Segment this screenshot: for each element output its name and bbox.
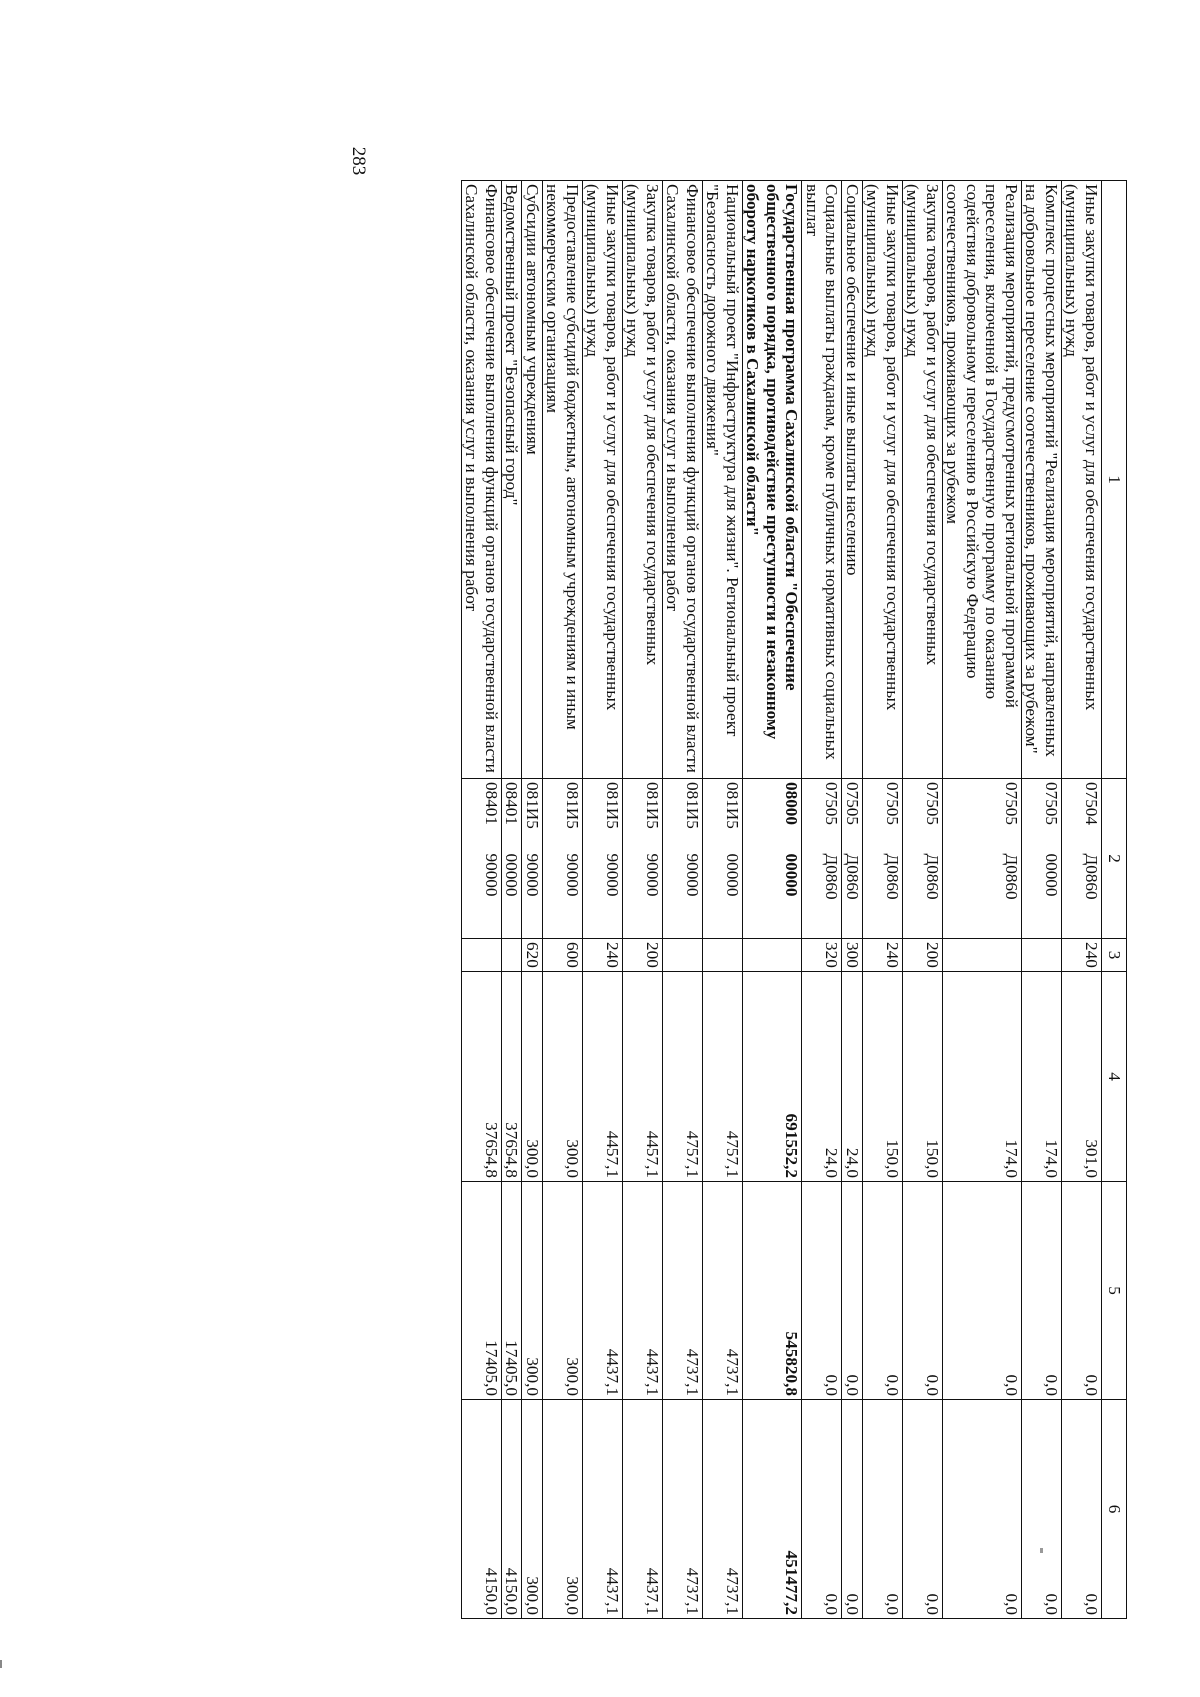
row-code-program: 07505 xyxy=(903,779,943,851)
row-code-direction: Д0860 xyxy=(1062,851,1102,939)
row-value-col5: 0,0 xyxy=(842,1182,863,1400)
row-value-col4: 4757,1 xyxy=(703,972,743,1182)
row-code-program: 07505 xyxy=(802,779,842,851)
row-value-col5: 4437,1 xyxy=(583,1182,623,1400)
row-value-col4: 4757,1 xyxy=(663,972,703,1182)
col-header-4: 4 xyxy=(1102,972,1127,1182)
table-row xyxy=(1062,181,1102,1619)
row-code-program: 081И5 xyxy=(583,779,623,851)
row-name: Государственная программа Сахалинской области "Обеспечение общественного порядка, противодействие преступности и незаконному обороту наркотиков в Сахалинской области" xyxy=(743,181,803,779)
row-value-col5: 0,0 xyxy=(1022,1182,1062,1400)
row-code-direction: Д0860 xyxy=(863,851,903,939)
row-value-col6: 4437,1 xyxy=(623,1400,663,1619)
row-value-col6: 0,0 xyxy=(1022,1400,1062,1619)
row-code-direction: 90000 xyxy=(583,851,623,939)
row-value-col5: 0,0 xyxy=(863,1182,903,1400)
row-name: Иные закупки товаров, работ и услуг для обеспечения государственных (муниципальных) нужд xyxy=(1062,181,1102,779)
col-header-3: 3 xyxy=(1102,939,1127,972)
row-code-program: 07504 xyxy=(1062,779,1102,851)
row-value-col4: 4457,1 xyxy=(583,972,623,1182)
row-value-col5: 300,0 xyxy=(522,1182,543,1400)
row-value-col5: 17405,0 xyxy=(502,1182,523,1400)
row-name: Финансовое обеспечение выполнения функций органов государственной власти Сахалинской области, оказания услуг и выполнения работ xyxy=(462,181,502,779)
row-value-col6: 4150,0 xyxy=(502,1400,523,1619)
row-name: Комплекс процессных мероприятий "Реализация мероприятий, направленных на добровольное переселение соотечественников, проживающих за рубежом" xyxy=(1022,181,1062,779)
col-header-6: 6 xyxy=(1102,1400,1127,1619)
row-name: Социальное обеспечение и иные выплаты населению xyxy=(842,181,863,779)
row-value-col6: 300,0 xyxy=(543,1400,583,1619)
row-expense-type: 320 xyxy=(802,939,842,972)
row-code-direction: 00000 xyxy=(743,851,803,939)
row-code-direction: Д0860 xyxy=(802,851,842,939)
row-name: Социальные выплаты гражданам, кроме публичных нормативных социальных выплат xyxy=(802,181,842,779)
row-value-col4: 174,0 xyxy=(1022,972,1062,1182)
table-row xyxy=(623,181,663,1619)
row-name: Национальный проект "Инфраструктура для жизни". Региональный проект "Безопасность дорожного движения" xyxy=(703,181,743,779)
row-code-direction: 90000 xyxy=(462,851,502,939)
table-row xyxy=(583,181,623,1619)
budget-table xyxy=(461,180,1127,1619)
row-expense-type xyxy=(703,939,743,972)
row-value-col4: 150,0 xyxy=(863,972,903,1182)
row-expense-type xyxy=(663,939,703,972)
row-value-col4: 300,0 xyxy=(522,972,543,1182)
row-value-col5: 17405,0 xyxy=(462,1182,502,1400)
row-expense-type: 240 xyxy=(863,939,903,972)
row-code-program: 081И5 xyxy=(703,779,743,851)
row-expense-type: 240 xyxy=(583,939,623,972)
row-expense-type xyxy=(743,939,803,972)
table-row xyxy=(943,181,1022,1619)
table-row xyxy=(522,181,543,1619)
row-expense-type xyxy=(462,939,502,972)
row-value-col4: 37654,8 xyxy=(502,972,523,1182)
row-value-col6: 0,0 xyxy=(903,1400,943,1619)
row-code-direction: Д0860 xyxy=(943,851,1022,939)
row-expense-type: 200 xyxy=(623,939,663,972)
col-header-2: 2 xyxy=(1102,779,1127,939)
row-code-program: 08401 xyxy=(462,779,502,851)
row-value-col4: 300,0 xyxy=(543,972,583,1182)
row-name: Финансовое обеспечение выполнения функций органов государственной власти Сахалинской области, оказания услуг и выполнения работ xyxy=(663,181,703,779)
row-code-program: 08401 xyxy=(502,779,523,851)
row-code-program: 081И5 xyxy=(623,779,663,851)
table-row xyxy=(502,181,523,1619)
row-value-col6: 0,0 xyxy=(842,1400,863,1619)
table-row xyxy=(543,181,583,1619)
row-value-col5: 0,0 xyxy=(943,1182,1022,1400)
row-name: Закупка товаров, работ и услуг для обеспечения государственных (муниципальных) нужд xyxy=(623,181,663,779)
table-row xyxy=(802,181,842,1619)
row-name: Закупка товаров, работ и услуг для обеспечения государственных (муниципальных) нужд xyxy=(903,181,943,779)
row-value-col4: 301,0 xyxy=(1062,972,1102,1182)
row-name: Иные закупки товаров, работ и услуг для обеспечения государственных (муниципальных) нужд xyxy=(583,181,623,779)
row-code-direction: 90000 xyxy=(543,851,583,939)
row-value-col6: 0,0 xyxy=(863,1400,903,1619)
row-value-col5: 0,0 xyxy=(903,1182,943,1400)
row-code-program: 07505 xyxy=(842,779,863,851)
row-value-col4: 150,0 xyxy=(903,972,943,1182)
row-expense-type: 620 xyxy=(522,939,543,972)
row-value-col6: 0,0 xyxy=(943,1400,1022,1619)
row-value-col6: 4150,0 xyxy=(462,1400,502,1619)
row-code-program: 07505 xyxy=(1022,779,1062,851)
row-code-program: 081И5 xyxy=(522,779,543,851)
row-value-col6: 4737,1 xyxy=(703,1400,743,1619)
scan-edge-mark xyxy=(0,1660,2,1668)
table-row xyxy=(1022,181,1062,1619)
table-row xyxy=(903,181,943,1619)
row-name: Иные закупки товаров, работ и услуг для обеспечения государственных (муниципальных) нужд xyxy=(863,181,903,779)
table-row xyxy=(663,181,703,1619)
row-expense-type xyxy=(943,939,1022,972)
table-row xyxy=(743,181,803,1619)
row-expense-type xyxy=(502,939,523,972)
row-name: Субсидии автономным учреждениям xyxy=(522,181,543,779)
row-value-col5: 545820,8 xyxy=(743,1182,803,1400)
row-code-direction: Д0860 xyxy=(903,851,943,939)
row-value-col6: 4437,1 xyxy=(583,1400,623,1619)
row-value-col5: 4437,1 xyxy=(623,1182,663,1400)
row-code-direction: 90000 xyxy=(522,851,543,939)
row-code-direction: 00000 xyxy=(502,851,523,939)
row-value-col5: 300,0 xyxy=(543,1182,583,1400)
row-value-col4: 24,0 xyxy=(842,972,863,1182)
row-expense-type: 300 xyxy=(842,939,863,972)
row-value-col6: 451477,2 xyxy=(743,1400,803,1619)
row-value-col5: 0,0 xyxy=(1062,1182,1102,1400)
row-expense-type: 600 xyxy=(543,939,583,972)
scan-speck xyxy=(1040,1548,1043,1553)
row-code-direction: Д0860 xyxy=(842,851,863,939)
row-code-program: 07505 xyxy=(863,779,903,851)
row-value-col4: 37654,8 xyxy=(462,972,502,1182)
row-code-program: 07505 xyxy=(943,779,1022,851)
table-row xyxy=(703,181,743,1619)
row-value-col5: 4737,1 xyxy=(663,1182,703,1400)
row-code-program: 081И5 xyxy=(543,779,583,851)
row-value-col5: 0,0 xyxy=(802,1182,842,1400)
table-row xyxy=(863,181,903,1619)
col-header-1: 1 xyxy=(1102,181,1127,779)
header-row xyxy=(1102,181,1127,1619)
row-value-col4: 174,0 xyxy=(943,972,1022,1182)
row-expense-type: 200 xyxy=(903,939,943,972)
row-code-direction: 00000 xyxy=(703,851,743,939)
row-value-col6: 0,0 xyxy=(1062,1400,1102,1619)
row-value-col4: 24,0 xyxy=(802,972,842,1182)
row-value-col6: 4737,1 xyxy=(663,1400,703,1619)
row-code-program: 08000 xyxy=(743,779,803,851)
row-value-col5: 4737,1 xyxy=(703,1182,743,1400)
row-value-col4: 691552,2 xyxy=(743,972,803,1182)
row-value-col6: 300,0 xyxy=(522,1400,543,1619)
row-code-program: 081И5 xyxy=(663,779,703,851)
row-code-direction: 00000 xyxy=(1022,851,1062,939)
page-number: 283 xyxy=(348,146,369,176)
col-header-5: 5 xyxy=(1102,1182,1127,1400)
row-code-direction: 90000 xyxy=(663,851,703,939)
table-row xyxy=(462,181,502,1619)
row-value-col4: 4457,1 xyxy=(623,972,663,1182)
row-name: Предоставление субсидий бюджетным, автономным учреждениям и иным некоммерческим организациям xyxy=(543,181,583,779)
row-name: Ведомственный проект "Безопасный город" xyxy=(502,181,523,779)
row-expense-type: 240 xyxy=(1062,939,1102,972)
table-row xyxy=(842,181,863,1619)
row-code-direction: 90000 xyxy=(623,851,663,939)
row-expense-type xyxy=(1022,939,1062,972)
row-name: Реализация мероприятий, предусмотренных региональной программой переселения, включенной в Государственную программу по оказанию содействия добровольному переселению в Российскую Федерацию соотечественников, проживающих за рубежом xyxy=(943,181,1022,779)
row-value-col6: 0,0 xyxy=(802,1400,842,1619)
